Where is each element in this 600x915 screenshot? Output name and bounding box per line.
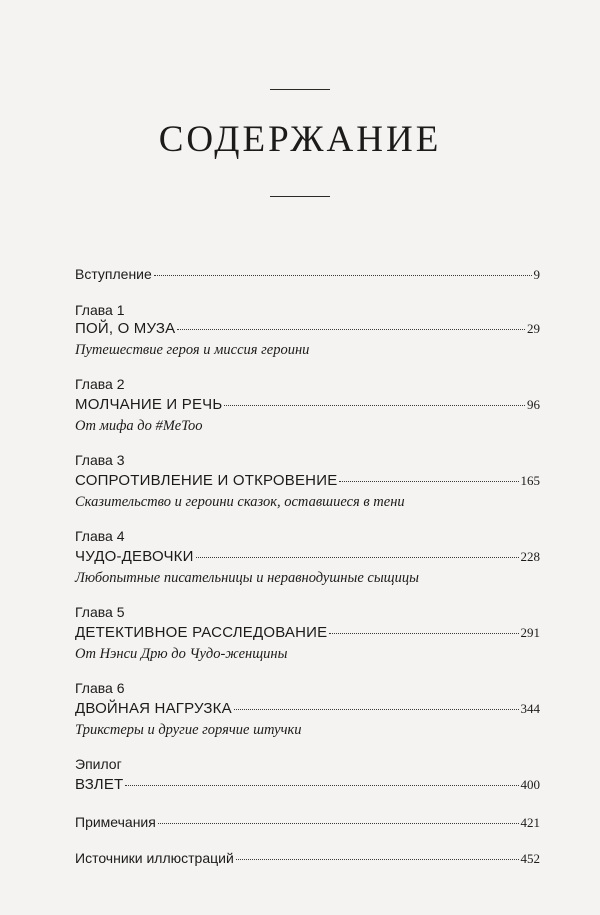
- chapter-label: Глава 4: [75, 528, 125, 544]
- chapter-page: 29: [527, 321, 540, 336]
- chapter-5-subtitle-row: [75, 646, 540, 663]
- chapter-3-subtitle-row: [75, 494, 540, 511]
- chapter-label: Глава 5: [75, 604, 125, 620]
- chapter-page: 228: [520, 549, 540, 564]
- dot-leader: [236, 859, 519, 860]
- chapter-label: Глава 3: [75, 452, 125, 468]
- dot-leader: [234, 709, 519, 710]
- dot-leader: [125, 785, 518, 786]
- toc-entry-chapter-2[interactable]: [75, 396, 540, 413]
- chapter-page: 96: [527, 397, 540, 412]
- toc-entry-chapter-3[interactable]: [75, 472, 540, 489]
- epilogue-title: ВЗЛЕТ: [75, 776, 124, 793]
- sources-page: 452: [520, 851, 540, 866]
- chapter-subtitle: Трикстеры и другие горячие штучки: [75, 722, 302, 738]
- dot-leader: [158, 823, 519, 824]
- chapter-title: МОЛЧАНИЕ И РЕЧЬ: [75, 396, 223, 413]
- toc-entry-chapter-4[interactable]: [75, 548, 540, 565]
- chapter-subtitle: Сказительство и героини сказок, оставшиеся в тени: [75, 494, 405, 510]
- epilogue-page: 400: [520, 777, 540, 792]
- chapter-6-label-row: [75, 680, 540, 696]
- toc-entry-sources[interactable]: [75, 850, 540, 867]
- chapter-title: ДЕТЕКТИВНОЕ РАССЛЕДОВАНИЕ: [75, 624, 328, 641]
- chapter-subtitle: От Нэнси Дрю до Чудо-женщины: [75, 646, 288, 662]
- chapter-title: ПОЙ, О МУЗА: [75, 320, 176, 337]
- chapter-5-label-row: [75, 604, 540, 620]
- dot-leader: [224, 405, 525, 406]
- chapter-label: Глава 6: [75, 680, 125, 696]
- dot-leader: [339, 481, 518, 482]
- chapter-subtitle: Путешествие героя и миссия героини: [75, 342, 310, 358]
- chapter-4-subtitle-row: [75, 570, 540, 587]
- toc-entry-intro[interactable]: [75, 266, 540, 283]
- chapter-page: 344: [520, 701, 540, 716]
- toc-entry-chapter-5[interactable]: [75, 624, 540, 641]
- bottom-rule: [270, 196, 330, 197]
- chapter-title: ДВОЙНАЯ НАГРУЗКА: [75, 700, 232, 717]
- epilogue-label-row: [75, 756, 540, 772]
- chapter-2-label-row: [75, 376, 540, 392]
- dot-leader: [154, 275, 532, 276]
- chapter-label: Глава 1: [75, 302, 125, 318]
- chapter-3-label-row: [75, 452, 540, 468]
- top-rule: [270, 89, 330, 90]
- toc-entry-epilogue[interactable]: [75, 776, 540, 793]
- epilogue-label: Эпилог: [75, 756, 122, 772]
- dot-leader: [177, 329, 525, 330]
- chapter-title: ЧУДО-ДЕВОЧКИ: [75, 548, 194, 565]
- chapter-1-subtitle-row: [75, 342, 540, 359]
- chapter-2-subtitle-row: [75, 418, 540, 435]
- toc-entry-notes[interactable]: [75, 814, 540, 831]
- chapter-6-subtitle-row: [75, 722, 540, 739]
- chapter-1-label-row: [75, 302, 540, 318]
- chapter-title: СОПРОТИВЛЕНИЕ И ОТКРОВЕНИЕ: [75, 472, 338, 489]
- toc-entry-chapter-1[interactable]: [75, 320, 540, 337]
- chapter-subtitle: Любопытные писательницы и неравнодушные сыщицы: [75, 570, 419, 586]
- toc-entry-chapter-6[interactable]: [75, 700, 540, 717]
- toc-intro-page: 9: [533, 267, 540, 282]
- chapter-page: 291: [520, 625, 540, 640]
- notes-page: 421: [520, 815, 540, 830]
- chapter-page: 165: [520, 473, 540, 488]
- dot-leader: [196, 557, 519, 558]
- sources-title: Источники иллюстраций: [75, 850, 234, 866]
- chapter-4-label-row: [75, 528, 540, 544]
- chapter-subtitle: От мифа до #MeToo: [75, 418, 203, 434]
- dot-leader: [329, 633, 518, 634]
- chapter-label: Глава 2: [75, 376, 125, 392]
- notes-title: Примечания: [75, 814, 156, 830]
- toc-intro-title: Вступление: [75, 266, 152, 282]
- page-title: СОДЕРЖАНИЕ: [158, 119, 442, 160]
